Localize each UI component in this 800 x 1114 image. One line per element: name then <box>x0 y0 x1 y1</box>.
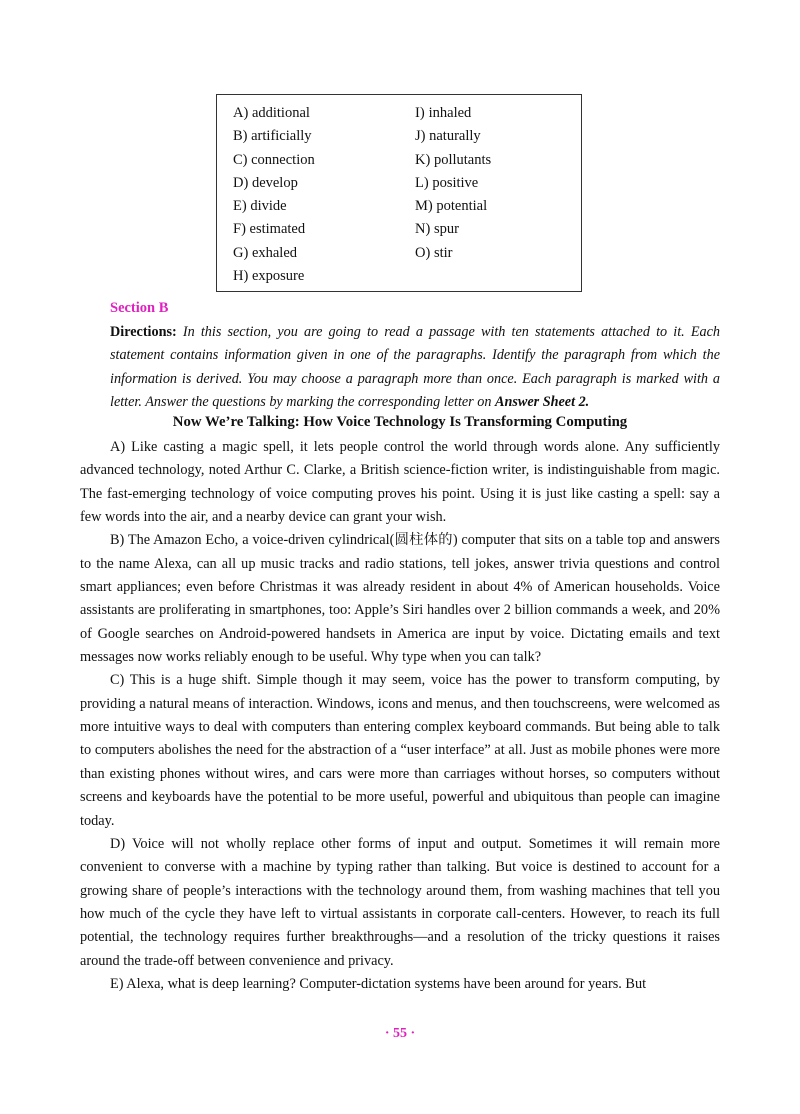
section-heading: Section B <box>110 300 169 316</box>
option-word: connection <box>251 151 315 168</box>
option-letter: B) <box>233 128 248 145</box>
word-bank-box <box>216 94 582 292</box>
option-word: exhaled <box>251 244 298 261</box>
passage-title: Now We’re Talking: How Voice Technology Is Transforming Computing <box>172 414 628 430</box>
option-letter: A) <box>233 105 249 121</box>
option-word: stir <box>433 244 453 261</box>
option-letter: H) <box>233 268 249 285</box>
paragraph-a: A) Like casting a magic spell, it lets people control the world through words alone. Any sufficiently advanced technology, noted Arthur C. Clarke, a British science-fiction writer, is indistinguishable from magic. The fast-emerging technology of voice computing proves his point. Using it is just like casting a spell: say a few words into the air, and a nearby device can grant your wish. <box>80 439 720 526</box>
option-letter: L) <box>415 174 429 191</box>
option-word: potential <box>436 198 488 215</box>
paragraph-b: B) The Amazon Echo, a voice-driven cylindrical(圆柱体的) computer that sits on a table top and answers to the name Alexa, can all up music tracks and radio stations, tell jokes, answer trivia questions and control smart appliances; even before Christmas it was already resident in about 4% of American households. Voice assistants are proliferating in smartphones, too: Apple’s Siri handles over 2 billion commands a week, and 20% of Google searches on Android-powered handsets in America are input by voice. Dictating emails and text messages now works reliably enough to be useful. Why type when you can talk? <box>80 532 720 666</box>
word-option <box>233 195 315 218</box>
option-word: pollutants <box>433 151 492 168</box>
option-letter: M) <box>415 198 433 215</box>
word-option <box>415 242 491 265</box>
word-option <box>415 149 491 172</box>
option-letter: D) <box>233 174 249 191</box>
option-word: exposure <box>251 268 305 285</box>
option-word: spur <box>433 221 459 238</box>
option-letter: F) <box>233 221 246 238</box>
option-letter: G) <box>233 244 249 261</box>
word-option <box>233 149 315 172</box>
directions-label: Directions: <box>110 324 177 340</box>
paragraph-d: D) Voice will not wholly replace other forms of input and output. Sometimes it will remain more convenient to converse with a machine by typing rather than talking. But voice is destined to account for a growing share of people’s interactions with the technology around them, from washing machines that tell you how much of the cycle they have left to virtual assistants in corporate call-centers. However, to reach its full potential, the technology requires further breakthroughs—and a resolution of the tricky questions it raises around the trade-off between convenience and privacy. <box>80 835 720 969</box>
word-option <box>233 265 315 288</box>
option-word: positive <box>432 174 479 191</box>
word-option <box>415 172 491 195</box>
option-letter: I) <box>415 105 425 121</box>
word-bank-right-column <box>415 102 491 265</box>
word-option <box>233 125 315 148</box>
option-letter: O) <box>415 244 431 261</box>
page-number: · 55 · <box>384 1026 416 1041</box>
option-letter: C) <box>233 151 248 168</box>
option-word: inhaled <box>428 105 472 121</box>
word-option <box>233 218 315 241</box>
word-option <box>233 242 315 265</box>
option-word: estimated <box>249 221 306 238</box>
answer-sheet-reference: Answer Sheet 2. <box>495 394 590 411</box>
word-option <box>233 102 315 125</box>
word-bank-left-column <box>233 102 315 288</box>
option-letter: K) <box>415 151 431 168</box>
directions-text <box>110 321 720 415</box>
option-word: additional <box>251 105 310 121</box>
option-letter: J) <box>415 128 426 145</box>
option-word: artificially <box>251 128 312 145</box>
word-option <box>415 125 491 148</box>
word-option <box>415 102 491 125</box>
option-word: divide <box>250 198 287 215</box>
option-letter: E) <box>233 198 247 215</box>
passage-body <box>80 436 720 996</box>
option-word: develop <box>251 174 298 191</box>
option-letter: N) <box>415 221 431 238</box>
directions-body: In this section, you are going to read a passage with ten statements attached to it. Each statement contains information given in one of the paragraphs. Identify the paragraph from which the information is derived. You may choose a paragraph more than once. Each paragraph is marked with a letter. Answer the questions by marking the corresponding letter on <box>110 324 720 411</box>
option-word: naturally <box>429 128 481 145</box>
paragraph-e: E) Alexa, what is deep learning? Computer-dictation systems have been around for years. But <box>110 975 647 992</box>
word-option <box>415 218 491 241</box>
paragraph-c: C) This is a huge shift. Simple though it may seem, voice has the power to transform computing, by providing a natural means of interaction. Windows, icons and menus, and then touchscreens, were welcomed as more intuitive ways to deal with computers than entering complex keyboard commands. But being able to talk to computers abolishes the need for the abstraction of a “user interface” at all. Just as mobile phones were more than existing phones without wires, and cars were more than carriages without horses, so computers without screens and keyboards have the potential to be more useful, powerful and ubiquitous than people can imagine today. <box>80 672 720 829</box>
word-option <box>415 195 491 218</box>
word-option <box>233 172 315 195</box>
